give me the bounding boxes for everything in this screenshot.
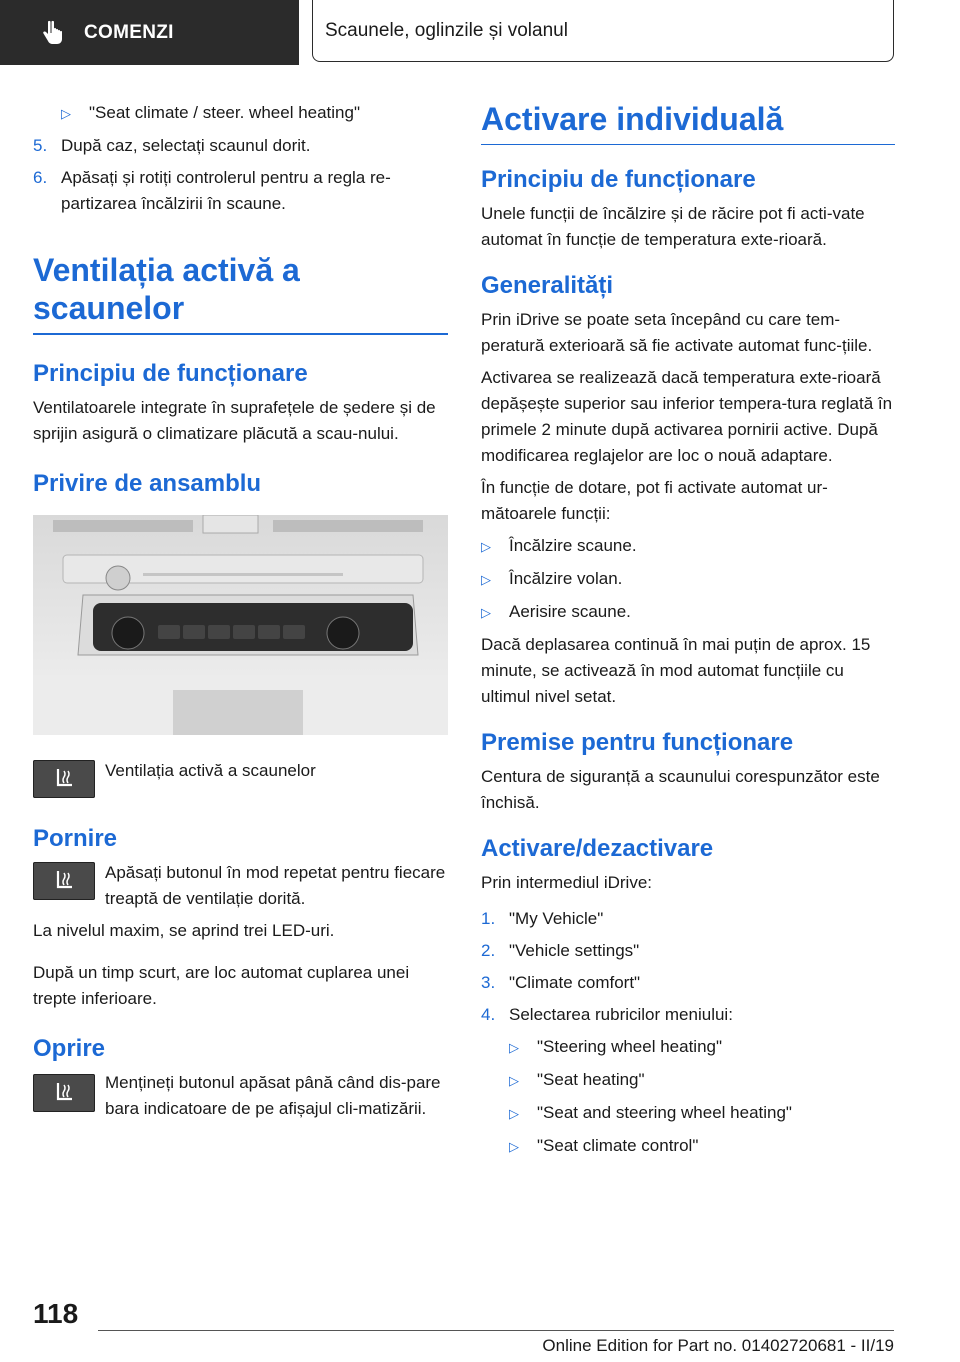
paragraph: După un timp scurt, are loc automat cuplarea unei trepte inferioare. (33, 962, 410, 1008)
list-item: ▷ "Seat heating" (481, 1067, 895, 1094)
paragraph: Apăsați butonul în mod repetat pentru fiecare treaptă de ventilație dorită. (105, 862, 446, 908)
edition-note: Online Edition for Part no. 01402720681 - II/19 (542, 1336, 894, 1355)
hand-pointer-icon (38, 19, 66, 47)
triangle-bullet-icon: ▷ (509, 1040, 519, 1055)
paragraph: Activarea se realizează dacă temperatura exte-rioară depășește superior sau inferior tempera-tura reglată în primele 2 minute după activarea pornirii active. După modificarea reglajelor are loc o nouă adaptare. (481, 368, 893, 465)
list-item: 5. După caz, selectați scaunul dorit. (33, 136, 311, 155)
triangle-bullet-icon: ▷ (509, 1073, 519, 1088)
subheading: Activare/dezactivare (481, 835, 714, 862)
seat-ventilation-button-icon (33, 862, 95, 900)
paragraph: Unele funcții de încălzire și de răcire pot fi acti-vate automat în funcție de temperatura exte-rioară. (481, 204, 865, 249)
list-item: ▷ "Seat and steering wheel heating" (481, 1100, 895, 1127)
page-number: 118 (33, 1298, 79, 1329)
seat-ventilation-button-icon (33, 1074, 95, 1112)
chapter-tab (312, 0, 894, 62)
section-heading: Activare individuală (481, 100, 895, 145)
paragraph: Dacă deplasarea continuă în mai puțin de aprox. 15 minute, se activează în mod automat funcțiile cu ultimul nivel setat. (481, 635, 871, 706)
triangle-bullet-icon: ▷ (481, 605, 491, 620)
list-item: 1. "My Vehicle" (481, 909, 604, 928)
subheading: Generalități (481, 272, 614, 299)
right-column (481, 100, 895, 1166)
subheading: Principiu de funcționare (33, 359, 308, 387)
list-item: ▷ "Steering wheel heating" (481, 1034, 895, 1061)
list-item: 3. "Climate comfort" (481, 973, 641, 992)
list-item: ▷ Încălzire volan. (481, 566, 895, 593)
instruction-row (33, 860, 448, 912)
triangle-bullet-icon: ▷ (481, 572, 491, 587)
section-title: COMENZI (84, 21, 174, 43)
subheading: Principiu de funcționare (481, 166, 756, 193)
list-item: 2. "Vehicle settings" (481, 941, 640, 960)
paragraph: Mențineți butonul apăsat până când dis-pare bara indicatoare de pe afișajul cli-matizării. (105, 1072, 441, 1118)
caption-row (33, 758, 448, 798)
photo-caption: Ventilația activă a scaunelor (105, 760, 316, 780)
paragraph: În funcție de dotare, pot fi activate automat ur-mătoarele funcții: (481, 478, 828, 523)
climate-control-panel-photo (33, 515, 448, 735)
list-item: 4. Selectarea rubricilor meniului: (481, 1005, 733, 1024)
footer-rule (98, 1330, 894, 1331)
triangle-bullet-icon: ▷ (509, 1106, 519, 1121)
list-item: ▷ "Seat climate / steer. wheel heating" (33, 100, 448, 127)
paragraph: Prin iDrive se poate seta începând cu care tem-peratură exterioară să fie activate automat func-țiile. (481, 310, 873, 355)
list-item: ▷ Aerisire scaune. (481, 599, 895, 626)
header-section-tab (0, 0, 299, 65)
triangle-bullet-icon: ▷ (481, 539, 491, 554)
paragraph: Centura de siguranță a scaunului corespunzător este închisă. (481, 767, 880, 812)
subheading: Privire de ansamblu (33, 469, 262, 497)
instruction-row (33, 1070, 448, 1122)
list-item: 6. Apăsați și rotiți controlerul pentru a regla re-partizarea încălzirii în scaune. (33, 168, 391, 213)
subheading: Oprire (33, 1034, 106, 1062)
subheading: Pornire (33, 824, 118, 852)
paragraph: La nivelul maxim, se aprind trei LED-uri. (33, 920, 335, 940)
list-item: ▷ "Seat climate control" (481, 1133, 895, 1160)
subheading: Premise pentru funcționare (481, 729, 794, 756)
paragraph: Ventilatoarele integrate în suprafețele de ședere și de sprijin asigură o climatizare plăcută a scau-nului. (33, 397, 436, 443)
chapter-title: Scaunele, oglinzile și volanul (325, 19, 568, 41)
heading-rule (33, 333, 448, 335)
seat-ventilation-button-icon (33, 760, 95, 798)
list-item: ▷ Încălzire scaune. (481, 533, 895, 560)
triangle-bullet-icon: ▷ (61, 106, 71, 121)
left-column (33, 100, 448, 1132)
triangle-bullet-icon: ▷ (509, 1139, 519, 1154)
section-heading: Ventilația activă a scaunelor (33, 252, 300, 326)
paragraph: Prin intermediul iDrive: (481, 873, 652, 892)
